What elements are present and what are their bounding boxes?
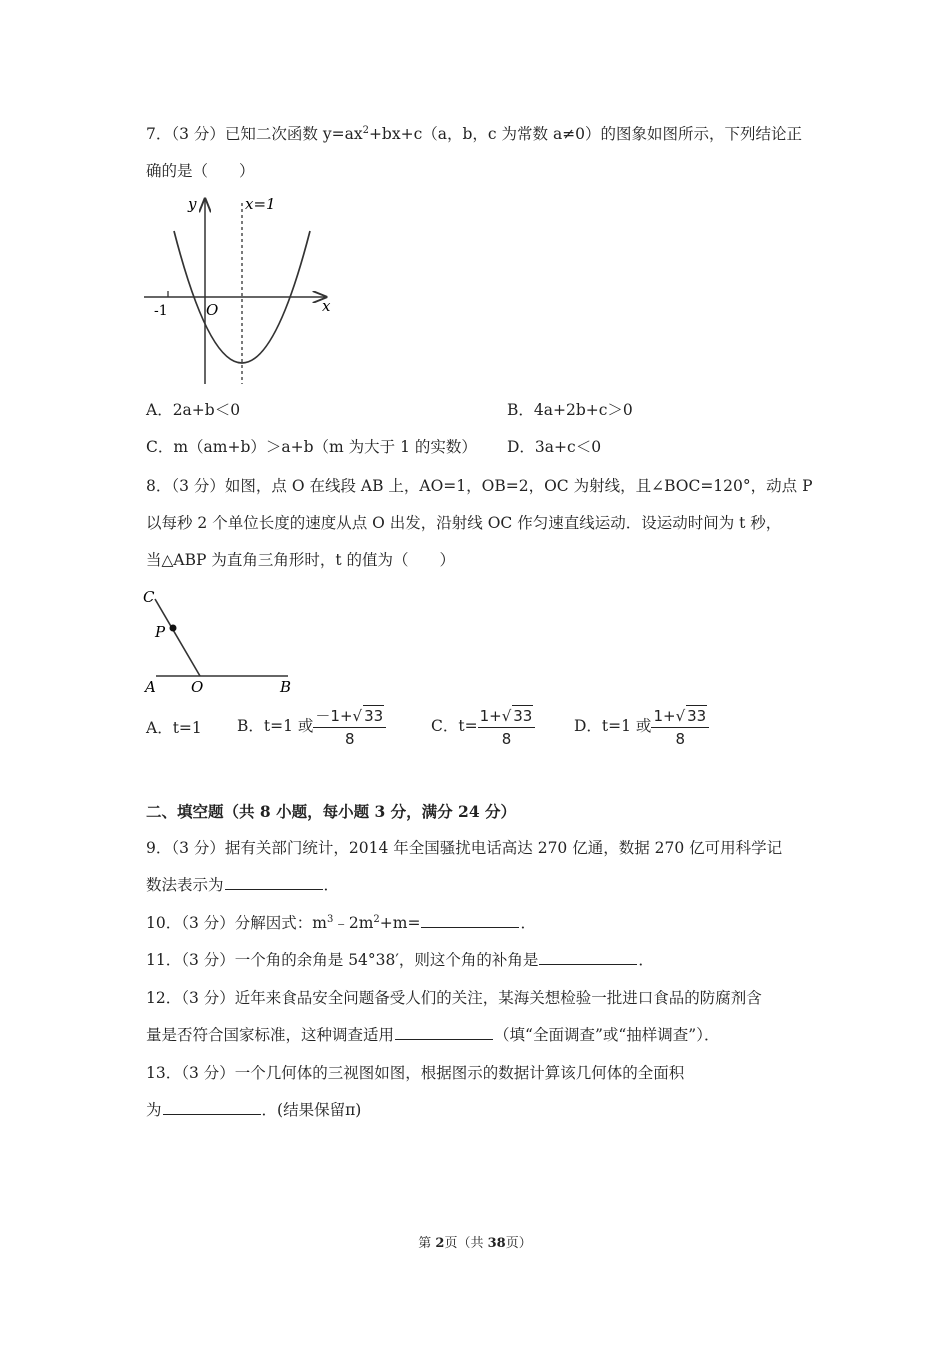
q12-stem-line1: 12．（3 分）近年来食品安全问题备受人们的关注，某海关想检验一批进口食品的防腐剂含 — [146, 989, 762, 1007]
q8-stem-line2: 以每秒 2 个单位长度的速度从点 O 出发，沿射线 OC 作匀速直线运动．设运动时间为 t 秒， — [146, 514, 782, 532]
q8-option-d-fraction: $\frac{1+√ 33}{8}$ — [651, 705, 709, 749]
label-c: C — [143, 588, 155, 606]
q7-option-c: C．m（am+b）＞a+b（m 为大于 1 的实数） — [146, 438, 477, 456]
point-p — [170, 625, 177, 632]
q13-stem-line2: 为 ．(结果保留π) — [146, 1101, 362, 1119]
q8-option-d: D．t=1 或 $\frac{1+√ 33}{8}$ — [574, 705, 709, 749]
label-o: O — [191, 678, 204, 696]
q9-stem-line1: 9．（3 分）据有关部门统计，2014 年全国骚扰电话高达 270 亿通，数据 270 亿可用科学记 — [146, 839, 783, 857]
q12-answer-blank[interactable] — [395, 1025, 493, 1040]
q9-stem-line2: 数法表示为 ． — [146, 876, 340, 894]
q8-option-c-fraction: $\frac{1+√ 33}{8}$ — [478, 705, 536, 749]
q7-stem-line1: 7．（3 分）已知二次函数 $y=ax^2+bx+c(a$，b，c 为常数 a≠0）的图象如图所示，下列结论正 — [146, 125, 803, 143]
q13-answer-blank[interactable] — [163, 1100, 261, 1115]
q8-stem-line3: 当△ABP 为直角三角形时，t 的值为（ ） — [146, 551, 456, 569]
neg-one-label: -1 — [154, 303, 168, 319]
q8-stem-line1: 8．（3 分）如图，点 O 在线段 AB 上，AO=1，OB=2，OC 为射线，且∠BOC=120°，动点 P — [146, 477, 813, 495]
q11-stem: 11．（3 分）一个角的余角是 54°38′，则这个角的补角是 ． — [146, 951, 654, 969]
q13-stem-line1: 13．（3 分）一个几何体的三视图如图，根据图示的数据计算该几何体的全面积 — [146, 1064, 685, 1082]
q7-option-b: B．4a+2b+c＞0 — [507, 401, 633, 419]
q7-option-a: A．2a+b＜0 — [146, 401, 241, 419]
q8-option-a: A．t=1 — [146, 719, 202, 737]
q12-stem-line2: 量是否符合国家标准，这种调查适用 （填“全面调查”或“抽样调查”）． — [146, 1026, 720, 1044]
current-page: 2 — [435, 1236, 445, 1251]
q11-answer-blank[interactable] — [539, 950, 637, 965]
q8-option-b: B．t=1 或 $\frac{-1+√ 33}{8}$ — [237, 705, 386, 749]
symmetry-line-label: x=1 — [245, 195, 276, 213]
q8-geometry-figure — [140, 584, 300, 694]
y-axis-label: y — [188, 195, 197, 213]
q10-stem: 10．（3 分）分解因式：$m^3﹣2m^2+m=$ ． — [146, 914, 536, 932]
q8-option-b-fraction: $\frac{-1+√ 33}{8}$ — [313, 705, 386, 749]
q10-answer-blank[interactable] — [421, 913, 519, 928]
q7-parabola-graph — [142, 193, 342, 388]
q8-option-c: C．t= $\frac{1+√ 33}{8}$ — [431, 705, 535, 749]
page-footer: 第 2页（共 38页） — [418, 1236, 532, 1251]
label-p: P — [155, 623, 166, 641]
origin-label: O — [206, 301, 219, 319]
q7-option-d: D．3a+c＜0 — [507, 438, 602, 456]
q9-answer-blank[interactable] — [225, 875, 323, 890]
label-a: A — [145, 678, 156, 696]
x-axis-label: x — [322, 297, 331, 315]
label-b: B — [280, 678, 292, 696]
q7-stem-line2: 确的是（ ） — [146, 162, 255, 180]
section2-title: 二、填空题（共 8 小题，每小题 3 分，满分 24 分） — [146, 802, 517, 821]
total-pages: 38 — [487, 1236, 506, 1251]
